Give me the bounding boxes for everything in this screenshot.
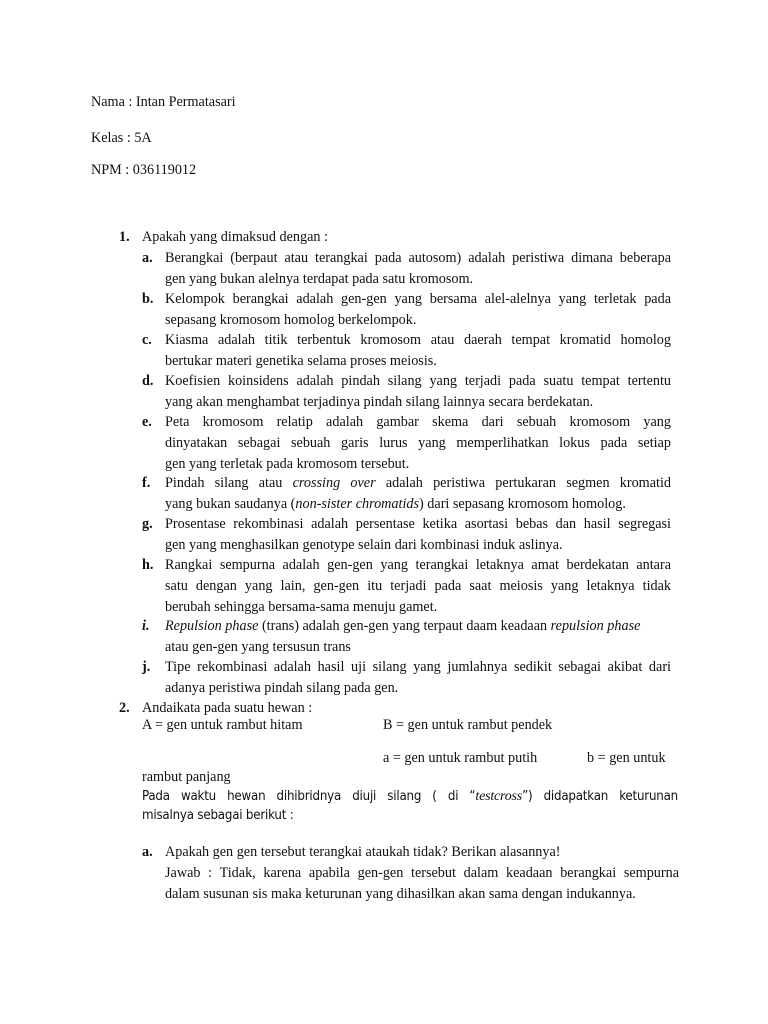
q2-gene-b-continued: rambut panjang: [142, 769, 231, 785]
q1-item-c: Kiasma adalah titik terbentuk kromosom atau daerah tempat kromatid homolog bertukar materi genetika selama proses meiosis.: [165, 332, 671, 369]
q2-gene-b: b = gen untuk: [587, 750, 666, 766]
q1-number: 1.: [119, 229, 130, 245]
q1-item-f-label: f.: [142, 475, 151, 491]
q1-title: Apakah yang dimaksud dengan :: [142, 229, 328, 245]
q1-item-f: Pindah silang atau crossing over adalah peristiwa pertukaran segmen kromatid yang bukan saudanya (non-sister chromatids) dari sepasang kromosom homolog.: [165, 475, 671, 512]
q1-item-c-label: c.: [142, 332, 152, 348]
q2-number: 2.: [119, 700, 130, 716]
q2-sub-a-label: a.: [142, 844, 153, 860]
q1-item-a-label: a.: [142, 250, 153, 266]
q2-paragraph-line-1: Pada waktu hewan dihibridnya diuji silang ( di “testcross”) didapatkan keturunan: [142, 789, 678, 804]
q1-item-e: Peta kromosom relatip adalah gambar skema dari sebuah kromosom yang dinyatakan sebagai sebuah garis lurus yang memperlihatkan lokus pada setiap gen yang terletak pada kromosom tersebut.: [165, 414, 671, 472]
student-name: Nama : Intan Permatasari: [91, 94, 236, 110]
q2-gene-A: A = gen untuk rambut hitam: [142, 717, 303, 733]
q1-item-b-label: b.: [142, 291, 154, 307]
q1-item-i-label: i.: [142, 618, 150, 634]
q2-paragraph-line-2: misalnya sebagai berikut :: [142, 808, 294, 823]
q2-gene-a: a = gen untuk rambut putih: [383, 750, 538, 766]
q1-item-h-label: h.: [142, 557, 154, 573]
q1-item-d: Koefisien koinsidens adalah pindah silang yang terjadi pada suatu tempat tertentu yang akan menghambat terjadinya pindah silang lainnya secara berdekatan.: [165, 373, 671, 410]
q1-item-h: Rangkai sempurna adalah gen-gen yang terangkai letaknya amat berdekatan antara satu dengan yang lain, gen-gen itu terjadi pada saat meiosis yang letaknya tidak berubah sehingga bersama-sama menuju gamet.: [165, 557, 671, 615]
q1-item-e-label: e.: [142, 414, 152, 430]
q2-title: Andaikata pada suatu hewan :: [142, 700, 313, 716]
q1-item-g: Prosentase rekombinasi adalah persentase ketika asortasi bebas dan hasil segregasi gen yang menghasilkan genotype selain dari kombinasi induk aslinya.: [165, 516, 671, 553]
q1-item-d-label: d.: [142, 373, 154, 389]
q1-item-g-label: g.: [142, 516, 153, 532]
q1-item-j: Tipe rekombinasi adalah hasil uji silang yang jumlahnya sedikit sebagai akibat dari adanya peristiwa pindah silang pada gen.: [165, 659, 671, 696]
student-class: Kelas : 5A: [91, 130, 152, 146]
q1-item-b: Kelompok berangkai adalah gen-gen yang bersama alel-alelnya yang terletak pada sepasang kromosom homolog berkelompok.: [165, 291, 671, 328]
student-npm: NPM : 036119012: [91, 162, 197, 178]
q1-item-j-label: j.: [142, 659, 151, 675]
q1-item-a: Berangkai (berpaut atau terangkai pada autosom) adalah peristiwa dimana beberapa gen yang bukan alelnya terdapat pada satu kromosom.: [165, 250, 671, 287]
q1-item-i: Repulsion phase (trans) adalah gen-gen yang terpaut daam keadaan repulsion phase atau gen-gen yang tersusun trans: [165, 618, 641, 655]
q2-gene-B: B = gen untuk rambut pendek: [383, 717, 553, 733]
q2-sub-a: Apakah gen gen tersebut terangkai ataukah tidak? Berikan alasannya! Jawab : Tidak, karena apabila gen-gen tersebut dalam keadaan berangkai sempurna dalam susunan sis maka keturunan yang dihasilkan akan sama dengan indukannya.: [165, 844, 679, 902]
